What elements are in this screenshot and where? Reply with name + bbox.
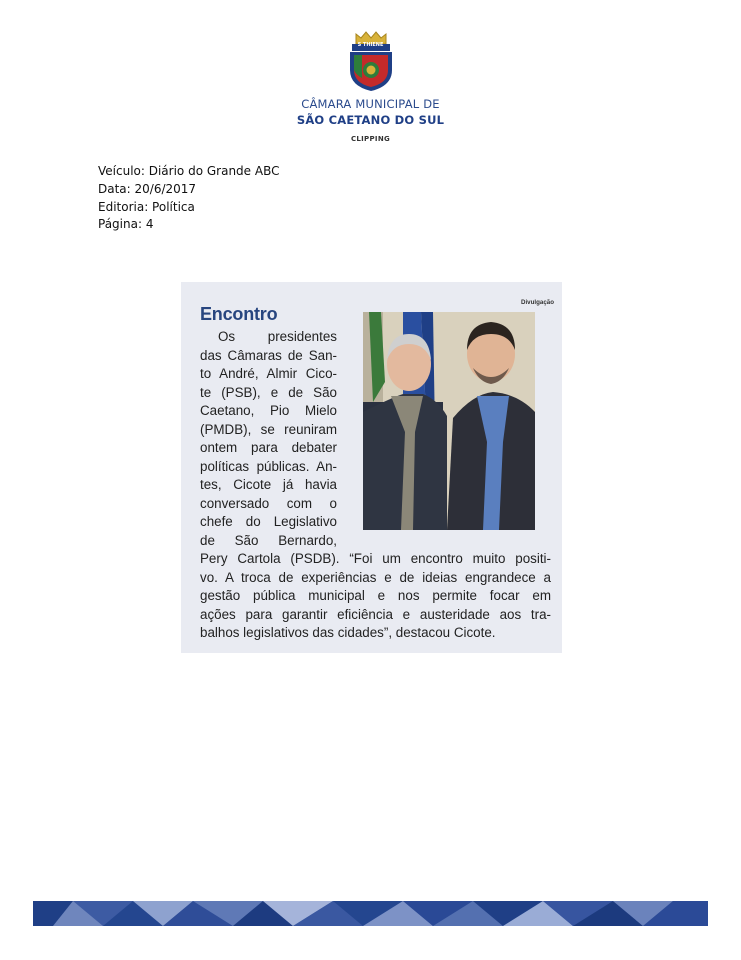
- text-line: políticas públicas. An-: [200, 458, 337, 474]
- text-line: conversado com o: [200, 495, 337, 511]
- meta-date: Data: 20/6/2017: [98, 181, 197, 196]
- org-name-line1: CÂMARA MUNICIPAL DE: [301, 97, 440, 111]
- text-line: chefe do Legislativo: [200, 514, 337, 530]
- text-line: de São Bernardo,: [200, 533, 337, 549]
- text-line: (PMDB), se reuniram: [200, 421, 337, 437]
- text-line: Pery Cartola (PSDB). “Foi um encontro muito positi-: [200, 551, 551, 566]
- article-headline: Encontro: [200, 304, 278, 324]
- article-column-text: [200, 328, 337, 551]
- text-line: Os presidentes: [218, 329, 337, 344]
- footer-pattern-band: [33, 901, 708, 926]
- meta-vehicle: Veículo: Diário do Grande ABC: [98, 164, 280, 178]
- text-line: gestão pública municipal e nos permite focar em: [200, 588, 551, 604]
- crest-banner-text: S THIENE: [357, 42, 384, 48]
- text-line: ontem para debater: [200, 440, 337, 456]
- text-line: vo. A troca de experiências e de ideias engrandece a: [200, 569, 551, 585]
- org-name-line2: SÃO CAETANO DO SUL: [296, 113, 445, 127]
- clipping-metadata: [98, 163, 279, 234]
- text-line: Caetano, Pio Mielo: [200, 403, 337, 419]
- text-line: das Câmaras de San-: [200, 347, 337, 363]
- text-line: to André, Almir Cico-: [200, 366, 337, 382]
- text-line: ações para garantir eficiência e austeridade aos tra-: [200, 606, 551, 622]
- text-line: tes, Cicote já havia: [200, 477, 337, 493]
- text-line: balhos legislativos das cidades”, destacou Cicote.: [200, 625, 496, 641]
- photo-credit: Divulgação: [520, 299, 554, 306]
- text-line: te (PSB), e de São: [200, 384, 337, 400]
- article-photo: [363, 312, 535, 530]
- section-label: CLIPPING: [350, 135, 391, 143]
- coat-of-arms-icon: [342, 30, 400, 92]
- newspaper-clipping: [181, 282, 562, 653]
- chamber-logo: [0, 30, 741, 92]
- article-body-text: [200, 550, 551, 643]
- meta-section: Editoria: Política: [98, 199, 195, 214]
- meta-page: Página: 4: [98, 217, 154, 232]
